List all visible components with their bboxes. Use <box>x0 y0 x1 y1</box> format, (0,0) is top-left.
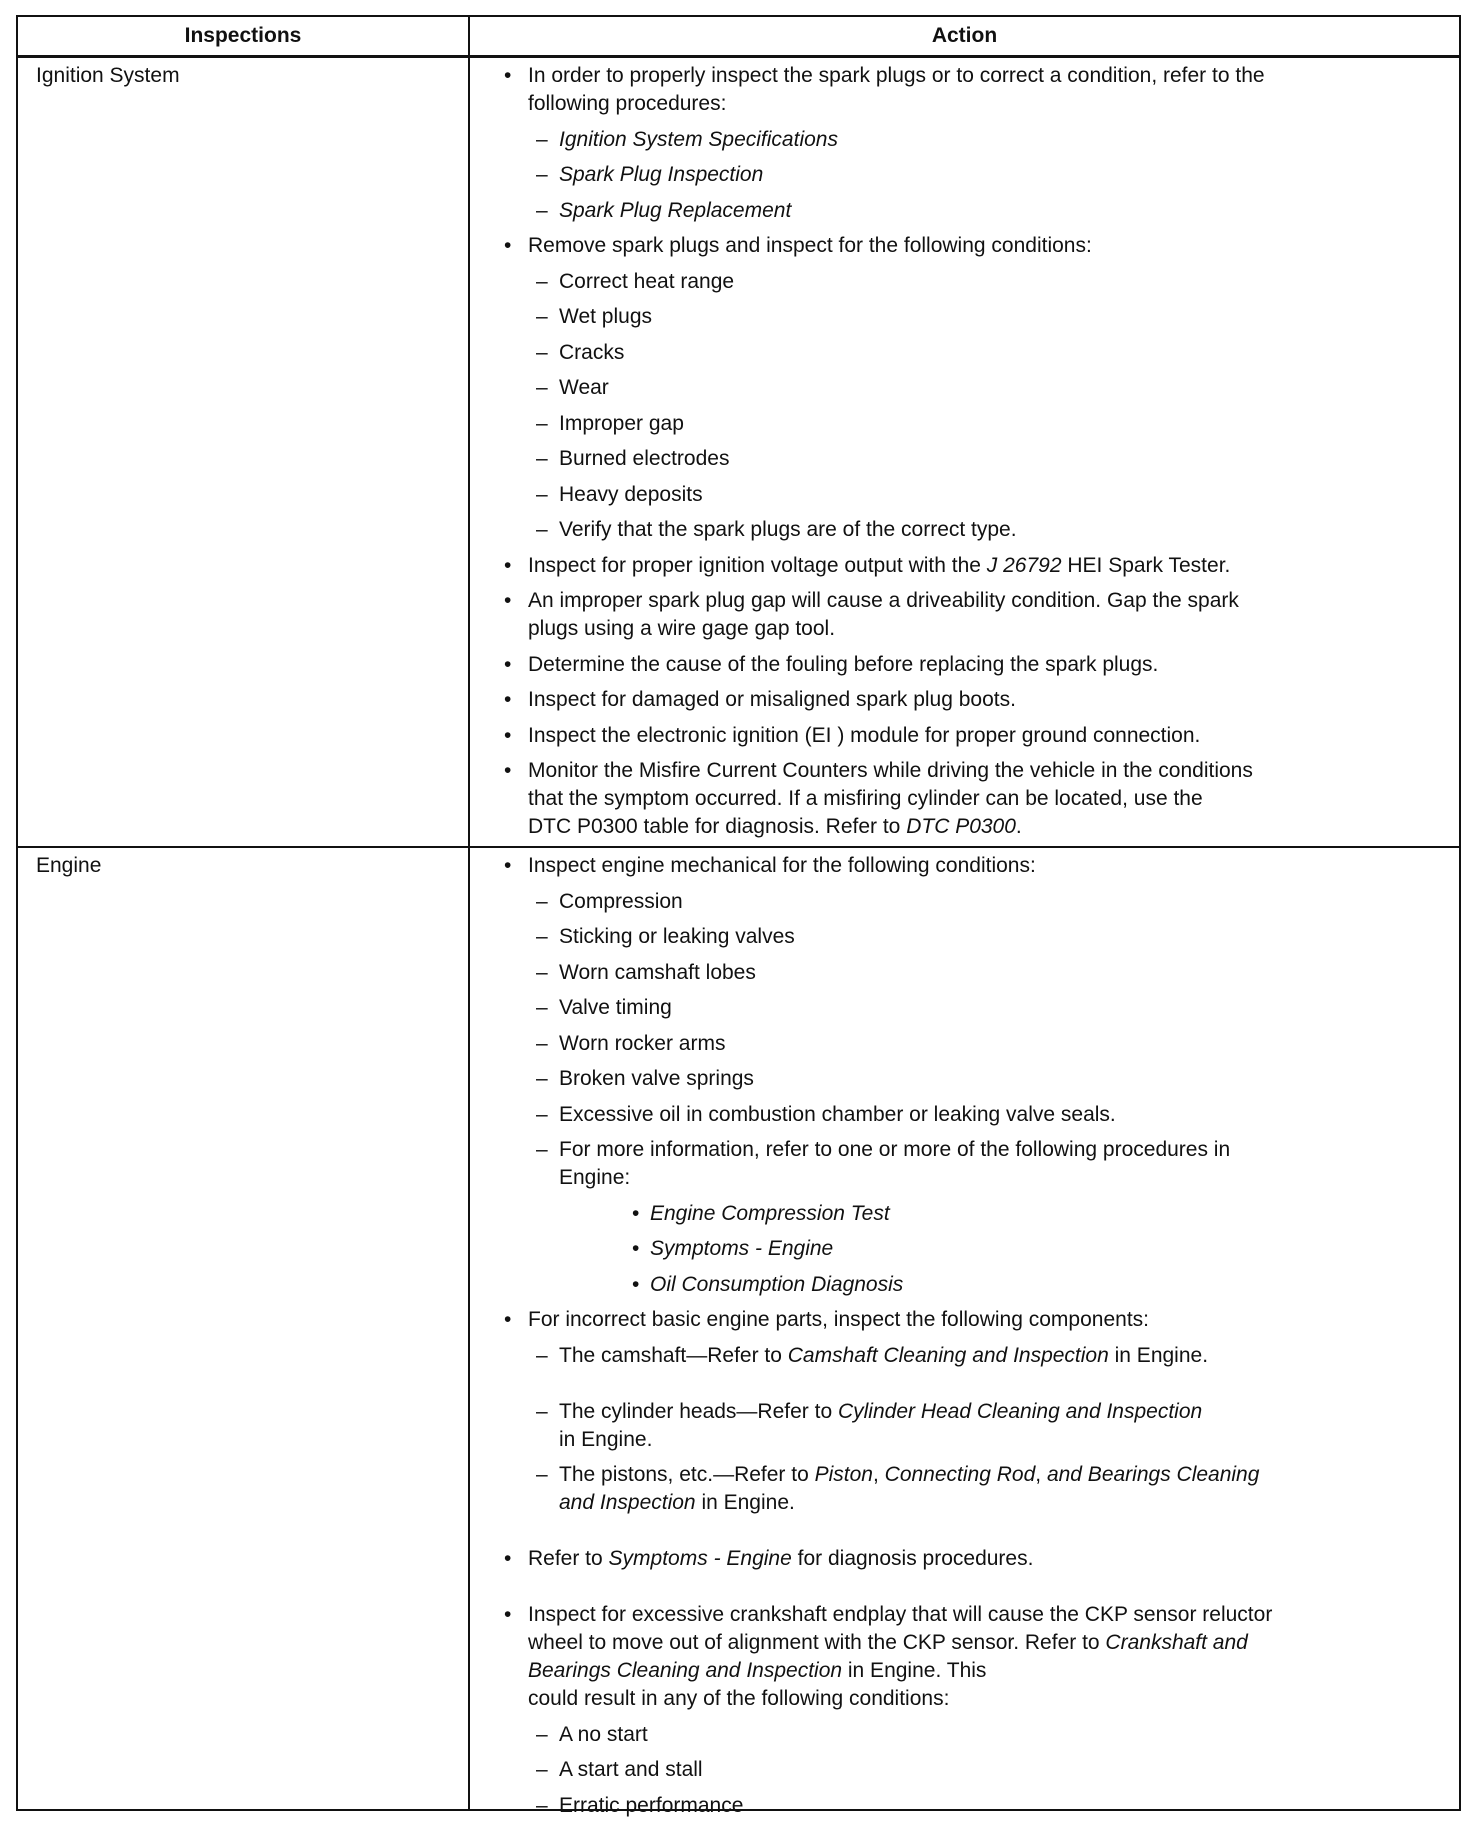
text-line <box>559 1489 1459 1517</box>
text-line <box>559 1756 1459 1784</box>
text-line <box>559 1461 1459 1489</box>
inspection-label: Engine <box>18 848 470 1809</box>
dash-marker-icon: – <box>536 518 548 541</box>
text-segment: HEI Spark Tester. <box>1061 553 1231 577</box>
text-line <box>559 1426 1459 1454</box>
text-line <box>559 481 1459 509</box>
text-segment: Heavy deposits <box>559 482 703 506</box>
text-segment: The cylinder heads—Refer to <box>559 1399 838 1423</box>
text-line <box>559 339 1459 367</box>
text-segment: A no start <box>559 1722 648 1746</box>
dash-marker-icon: – <box>536 269 548 293</box>
dash-list-item <box>470 1136 1459 1192</box>
text-line <box>559 1065 1459 1093</box>
header-action: Action <box>931 24 998 47</box>
text-segment: . <box>1015 815 1022 838</box>
text-segment: could result in any of the following conditions: <box>528 1687 950 1710</box>
text-line <box>528 587 1459 615</box>
text-line <box>559 994 1459 1022</box>
text-segment: Engine: <box>559 1166 631 1189</box>
text-segment: Burned electrodes <box>559 447 730 470</box>
bullet-icon: • <box>504 553 512 577</box>
reference-link-text: Symptoms - Engine <box>608 1547 792 1570</box>
bullet-icon: • <box>632 1201 640 1225</box>
text-line <box>528 852 1459 880</box>
text-segment: Inspect the electronic ignition (EI ) module for proper ground connection. <box>528 723 1201 747</box>
text-line <box>559 268 1459 296</box>
text-line <box>559 1721 1459 1749</box>
text-line <box>528 785 1459 813</box>
reference-link-text: Cylinder Head Cleaning and Inspection <box>837 1399 1203 1423</box>
bullet-list-item <box>470 1235 1459 1263</box>
inspection-label: Ignition System <box>18 58 470 846</box>
bullet-icon: • <box>504 64 512 87</box>
text-segment: that the symptom occurred. If a misfiring cylinder can be located, use the <box>528 787 1203 810</box>
bullet-list-item <box>470 852 1459 880</box>
dash-list-item <box>470 959 1459 987</box>
text-line <box>528 651 1459 679</box>
dash-list-item <box>470 1461 1459 1517</box>
text-line <box>650 1200 1459 1228</box>
dash-list-item <box>470 303 1459 331</box>
text-line <box>528 757 1459 785</box>
reference-link-text: Camshaft Cleaning and Inspection <box>787 1343 1109 1367</box>
dash-marker-icon: – <box>536 996 548 1019</box>
text-line <box>559 923 1459 951</box>
dash-marker-icon: – <box>536 1031 548 1055</box>
table-header <box>18 17 1459 58</box>
text-line <box>528 90 1459 118</box>
text-segment: Wet plugs <box>559 305 652 328</box>
text-segment: Inspect engine mechanical for the following conditions: <box>528 854 1036 877</box>
dash-list-item <box>470 161 1459 189</box>
dash-marker-icon: – <box>536 340 548 364</box>
bullet-list-item <box>470 552 1459 580</box>
reference-link-text: Symptoms - Engine <box>650 1237 834 1260</box>
bullet-list-item <box>470 651 1459 679</box>
bullet-icon: • <box>504 1308 512 1331</box>
dash-marker-icon: – <box>536 1067 548 1090</box>
dash-list-item <box>470 481 1459 509</box>
text-segment: Refer to <box>528 1547 609 1570</box>
dash-marker-icon: – <box>536 447 548 470</box>
header-inspections: Inspections <box>18 17 470 55</box>
text-line <box>528 1629 1459 1657</box>
dash-list-item <box>470 339 1459 367</box>
dash-marker-icon: – <box>536 198 548 222</box>
text-segment: An improper spark plug gap will cause a driveability condition. Gap the spark <box>528 589 1239 612</box>
dash-marker-icon: – <box>536 1138 548 1161</box>
text-line <box>650 1235 1459 1263</box>
text-line <box>559 445 1459 473</box>
bullet-list-item <box>470 1306 1459 1334</box>
text-line <box>528 1601 1459 1629</box>
bullet-list-item <box>470 1545 1459 1573</box>
dash-list-item <box>470 1756 1459 1784</box>
text-line <box>559 1398 1459 1426</box>
text-segment: For incorrect basic engine parts, inspect the following components: <box>528 1308 1149 1331</box>
text-line <box>559 1030 1459 1058</box>
text-line <box>559 1101 1459 1129</box>
text-segment: Remove spark plugs and inspect for the following conditions: <box>528 234 1092 257</box>
text-line <box>559 1164 1459 1192</box>
dash-list-item <box>470 410 1459 438</box>
reference-link-text: Engine Compression Test <box>650 1201 890 1225</box>
bullet-icon: • <box>504 1603 512 1626</box>
bullet-icon: • <box>504 723 512 747</box>
dash-list-item <box>470 374 1459 402</box>
dash-list-item <box>470 994 1459 1022</box>
dash-marker-icon: – <box>536 1793 548 1817</box>
dash-marker-icon: – <box>536 960 548 984</box>
reference-link-text: Ignition System Specifications <box>559 127 838 151</box>
bullet-list-item <box>470 1271 1459 1299</box>
dash-marker-icon: – <box>536 925 548 948</box>
dash-marker-icon: – <box>536 1343 548 1367</box>
reference-link-text: and Inspection <box>559 1491 696 1514</box>
text-segment: in Engine. <box>695 1491 795 1514</box>
text-line <box>559 303 1459 331</box>
reference-link-text: Crankshaft and <box>1105 1631 1248 1654</box>
bullet-icon: • <box>504 688 512 711</box>
dash-list-item <box>470 1101 1459 1129</box>
text-segment: Excessive oil in combustion chamber or leaking valve seals. <box>559 1102 1116 1126</box>
text-segment: in Engine. <box>1108 1343 1209 1367</box>
dash-marker-icon: – <box>536 482 548 506</box>
bullet-list-item <box>470 722 1459 750</box>
reference-link-text: J 26792 <box>986 553 1062 577</box>
text-segment: Improper gap <box>559 411 684 435</box>
text-segment: wheel to move out of alignment with the CKP sensor. Refer to <box>528 1631 1106 1654</box>
text-segment: Valve timing <box>559 996 672 1019</box>
bullet-list-item <box>470 757 1459 841</box>
text-segment: , <box>872 1463 885 1486</box>
text-segment: Inspect for excessive crankshaft endplay that will cause the CKP sensor reluctor <box>528 1603 1273 1626</box>
text-line <box>559 1136 1459 1164</box>
dash-list-item <box>470 126 1459 154</box>
bullet-icon: • <box>504 652 512 676</box>
bullet-icon: • <box>632 1237 640 1260</box>
bullet-list-item <box>470 686 1459 714</box>
bullet-list-item <box>470 1601 1459 1713</box>
dash-list-item <box>470 1030 1459 1058</box>
text-line <box>650 1271 1459 1299</box>
dash-list-item <box>470 197 1459 225</box>
text-segment: For more information, refer to one or more of the following procedures in <box>559 1138 1231 1161</box>
text-segment: A start and stall <box>559 1758 703 1781</box>
dash-marker-icon: – <box>536 1758 548 1781</box>
text-line <box>559 888 1459 916</box>
text-line <box>559 1792 1459 1820</box>
dash-list-item <box>470 1065 1459 1093</box>
text-segment: Inspect for damaged or misaligned spark plug boots. <box>528 688 1016 711</box>
text-line <box>559 959 1459 987</box>
reference-link-text: Spark Plug Replacement <box>559 198 792 222</box>
dash-marker-icon: – <box>536 1102 548 1126</box>
text-line <box>559 1342 1459 1370</box>
reference-link-text: Piston <box>814 1463 873 1486</box>
text-segment: in Engine. <box>559 1427 653 1451</box>
text-segment: Wear <box>559 376 609 399</box>
text-segment: The pistons, etc.—Refer to <box>559 1463 815 1486</box>
bullet-icon: • <box>504 589 512 612</box>
bullet-icon: • <box>504 234 512 257</box>
text-segment: for diagnosis procedures. <box>791 1547 1034 1570</box>
dash-marker-icon: – <box>536 376 548 399</box>
text-line <box>528 552 1459 580</box>
text-segment: Inspect for proper ignition voltage output with the <box>528 553 987 577</box>
text-line <box>559 410 1459 438</box>
table-row <box>18 58 1459 848</box>
bullet-list-item <box>470 587 1459 643</box>
text-line <box>559 374 1459 402</box>
dash-list-item <box>470 1398 1459 1454</box>
dash-list-item <box>470 923 1459 951</box>
reference-link-text: Bearings Cleaning and Inspection <box>528 1659 843 1682</box>
dash-list-item <box>470 516 1459 544</box>
text-segment: plugs using a wire gage gap tool. <box>528 617 836 640</box>
text-segment: in Engine. This <box>842 1659 987 1682</box>
text-line <box>528 813 1459 841</box>
text-line <box>528 1545 1459 1573</box>
bullet-icon: • <box>504 759 512 782</box>
text-segment: In order to properly inspect the spark plugs or to correct a condition, refer to the <box>528 64 1265 87</box>
text-segment: following procedures: <box>528 92 727 115</box>
text-segment: Monitor the Misfire Current Counters while driving the vehicle in the conditions <box>528 759 1253 782</box>
dash-list-item <box>470 268 1459 296</box>
bullet-list-item <box>470 62 1459 118</box>
text-segment: Correct heat range <box>559 269 735 293</box>
text-line <box>528 1685 1459 1713</box>
text-segment: Worn camshaft lobes <box>559 960 756 984</box>
text-segment: Worn rocker arms <box>559 1031 726 1055</box>
dash-list-item <box>470 1342 1459 1370</box>
text-segment: Erratic performance <box>559 1793 744 1817</box>
dash-marker-icon: – <box>536 1722 548 1746</box>
text-line <box>559 126 1459 154</box>
reference-link-text: Oil Consumption Diagnosis <box>650 1272 904 1296</box>
text-line <box>528 232 1459 260</box>
action-cell <box>470 848 1459 1817</box>
text-line <box>528 615 1459 643</box>
dash-marker-icon: – <box>536 127 548 151</box>
text-segment: Verify that the spark plugs are of the correct type. <box>559 518 1017 541</box>
text-segment: DTC P0300 table for diagnosis. Refer to <box>528 815 907 838</box>
inspection-table <box>16 15 1461 1817</box>
text-segment: Compression <box>559 889 683 913</box>
reference-link-text: Spark Plug Inspection <box>559 163 764 186</box>
text-segment: Determine the cause of the fouling before replacing the spark plugs. <box>528 652 1159 676</box>
dash-marker-icon: – <box>536 889 548 913</box>
dash-marker-icon: – <box>536 411 548 435</box>
bullet-icon: • <box>504 1547 512 1570</box>
reference-link-text: and Bearings Cleaning <box>1046 1463 1260 1486</box>
text-segment: Broken valve springs <box>559 1067 754 1090</box>
text-line <box>559 161 1459 189</box>
bullet-icon: • <box>504 854 512 877</box>
text-segment: , <box>1035 1463 1047 1486</box>
text-segment: Cracks <box>559 340 625 364</box>
text-line <box>528 1306 1459 1334</box>
dash-list-item <box>470 1721 1459 1749</box>
dash-marker-icon: – <box>536 163 548 186</box>
dash-list-item <box>470 445 1459 473</box>
bullet-list-item <box>470 1200 1459 1228</box>
text-line <box>528 62 1459 90</box>
dash-list-item <box>470 888 1459 916</box>
reference-link-text: Connecting Rod <box>884 1463 1036 1486</box>
text-line <box>528 722 1459 750</box>
action-cell <box>470 58 1459 846</box>
dash-marker-icon: – <box>536 305 548 328</box>
bullet-list-item <box>470 232 1459 260</box>
text-line <box>528 1657 1459 1685</box>
text-line <box>559 516 1459 544</box>
dash-list-item <box>470 1792 1459 1820</box>
reference-link-text: DTC P0300 <box>906 815 1016 838</box>
text-line <box>559 197 1459 225</box>
dash-marker-icon: – <box>536 1463 548 1486</box>
text-segment: The camshaft—Refer to <box>559 1343 788 1367</box>
bullet-icon: • <box>632 1272 640 1296</box>
dash-marker-icon: – <box>536 1399 548 1423</box>
text-segment: Sticking or leaking valves <box>559 925 795 948</box>
table-row <box>18 848 1459 1817</box>
text-line <box>528 686 1459 714</box>
